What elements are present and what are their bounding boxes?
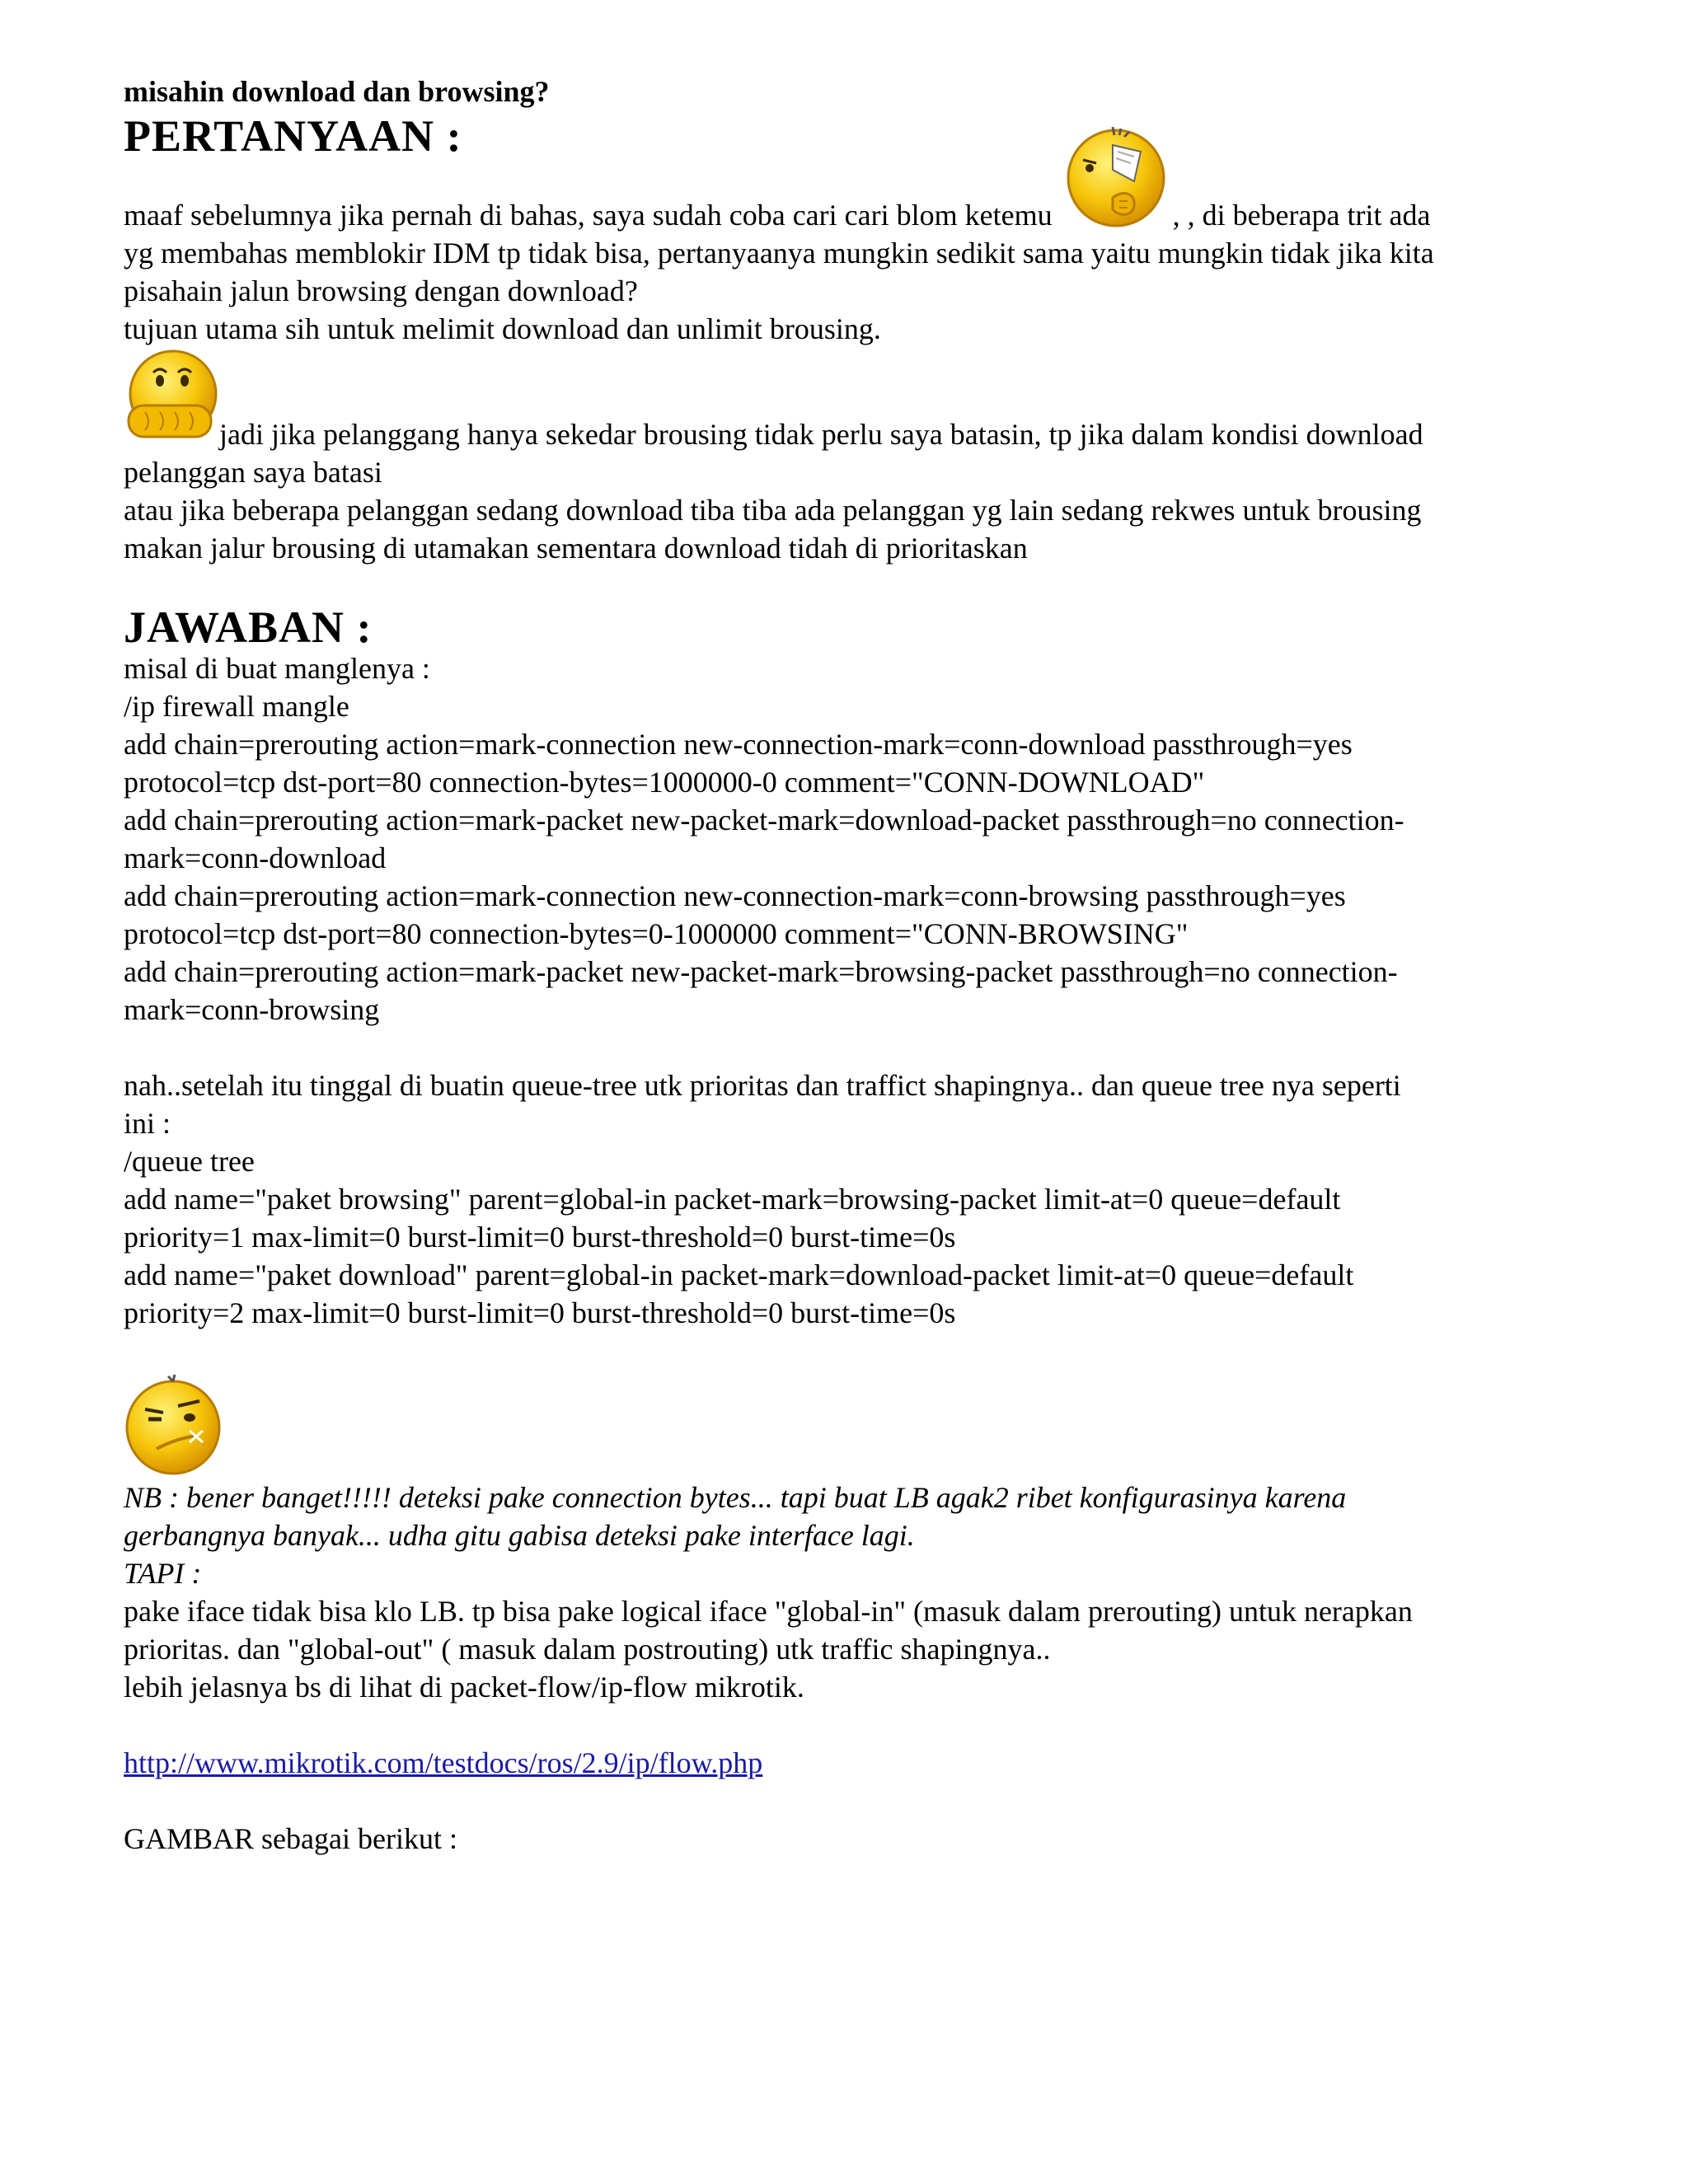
tail-line: lebih jelasnya bs di lihat di packet-flow/ip-flow mikrotik. [124,1671,804,1704]
tail-line: prioritas. dan "global-out" ( masuk dalam postrouting) utk traffic shapingnya.. [124,1633,1051,1666]
question-line-6: pelanggan saya batasi [124,456,382,489]
document-title: misahin download dan browsing? [124,75,550,108]
nb-line: gerbangnya banyak... udha gitu gabisa deteksi pake interface lagi. [124,1519,915,1552]
question-line-7: atau jika beberapa pelanggan sedang download tiba tiba ada pelanggan yg lain sedang rekwes untuk brousing [124,494,1422,527]
nb-line: TAPI : [124,1557,202,1590]
queue-line: add name="paket download" parent=global-in packet-mark=download-packet limit-at=0 queue=default [124,1258,1354,1291]
question-line-8: makan jalur brousing di utamakan sementara download tidah di prioritaskan [124,532,1028,565]
answer-heading: JAWABAN : [124,602,373,652]
document-page [124,73,1574,1858]
tail-line: pake iface tidak bisa klo LB. tp bisa pake logical iface "global-in" (masuk dalam prerouting) untuk nerapkan [124,1595,1413,1628]
link-row [124,1744,1574,1782]
smirk-smiley-row [124,1373,1574,1479]
question-heading: PERTANYAAN : [124,111,462,161]
queue-line: priority=2 max-limit=0 burst-limit=0 burst-threshold=0 burst-time=0s [124,1296,956,1329]
thinking-smiley-icon [1060,196,1165,234]
queue-line: add name="paket browsing" parent=global-in packet-mark=browsing-packet limit-at=0 queue=default [124,1183,1341,1216]
mikrotik-flow-link[interactable]: http://www.mikrotik.com/testdocs/ros/2.9/ip/flow.php [124,1746,763,1779]
answer-line: /ip firewall mangle [124,690,349,723]
queue-tree-block [124,1066,1574,1332]
answer-line: misal di buat manglenya : [124,652,430,685]
queue-line: /queue tree [124,1145,255,1178]
answer-line: protocol=tcp dst-port=80 connection-bytes=1000000-0 comment="CONN-DOWNLOAD" [124,766,1205,799]
question-text-after-smiley: , , di beberapa trit ada [1172,199,1431,232]
answer-line: add chain=prerouting action=mark-connection new-connection-mark=conn-browsing passthrough=yes [124,879,1346,912]
question-line-1 [124,196,1574,234]
smirk-smiley-icon [124,1373,224,1477]
shy-smiley-icon [124,348,219,447]
question-text-before-smiley: maaf sebelumnya jika pernah di bahas, saya sudah coba cari cari blom ketemu [124,199,1053,232]
queue-line: nah..setelah itu tinggal di buatin queue-tree utk prioritas dan traffict shapingnya.. dan queue tree nya seperti [124,1069,1401,1102]
mangle-block [124,649,1574,1029]
answer-line: mark=conn-download [124,841,387,874]
queue-line: priority=1 max-limit=0 burst-limit=0 burst-threshold=0 burst-time=0s [124,1221,956,1254]
answer-line: add chain=prerouting action=mark-packet new-packet-mark=browsing-packet passthrough=no connection- [124,955,1398,988]
queue-line: ini : [124,1107,171,1140]
question-text-line-5: jadi jika pelanggang hanya sekedar brousing tidak perlu saya batasin, tp jika dalam kondisi download [219,418,1423,451]
nb-line: NB : bener banget!!!!! deteksi pake connection bytes... tapi buat LB agak2 ribet konfigurasinya karena [124,1481,1347,1514]
answer-line: mark=conn-browsing [124,993,380,1026]
question-line-5 [124,348,1574,453]
answer-line: protocol=tcp dst-port=80 connection-bytes=0-1000000 comment="CONN-BROWSING" [124,917,1189,950]
question-line-3: pisahain jalun browsing dengan download? [124,274,638,307]
question-line-2: yg membahas memblokir IDM tp tidak bisa, pertanyaanya mungkin sedikit sama yaitu mungkin tidak jika kita [124,237,1434,269]
question-line-4: tujuan utama sih untuk melimit download dan unlimit brousing. [124,312,881,345]
answer-line: add chain=prerouting action=mark-connection new-connection-mark=conn-download passthrough=yes [124,728,1353,761]
gambar-caption: GAMBAR sebagai berikut : [124,1822,457,1855]
answer-line: add chain=prerouting action=mark-packet new-packet-mark=download-packet passthrough=no connection- [124,804,1404,837]
